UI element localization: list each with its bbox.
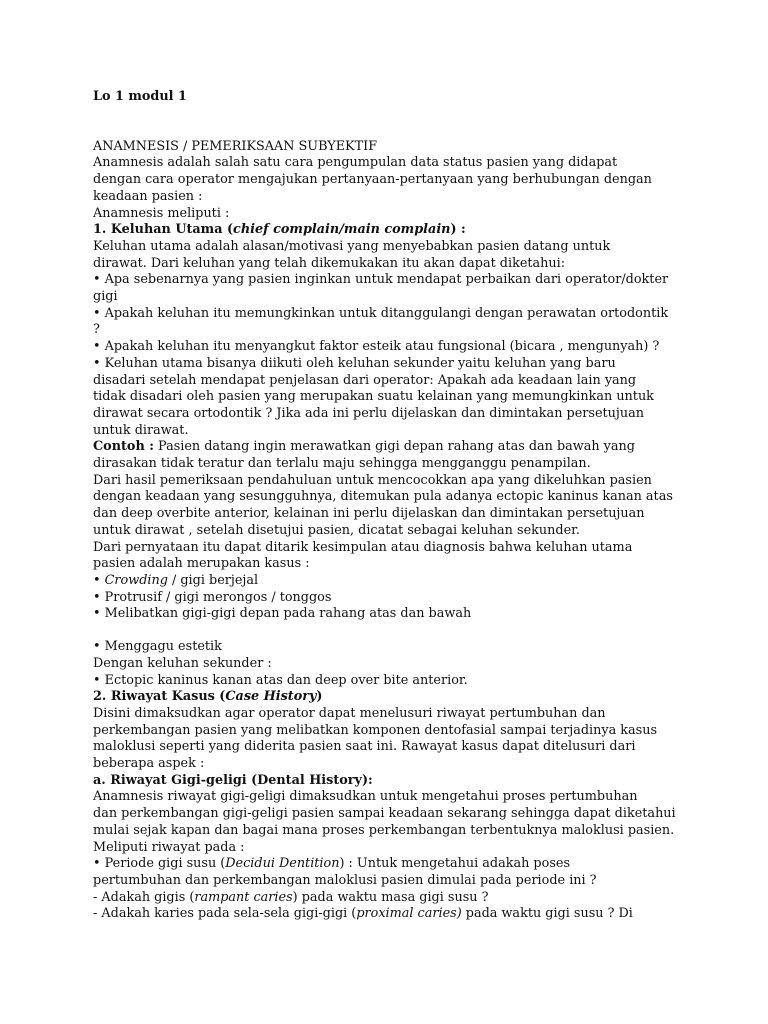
paragraph-line: Anamnesis riwayat gigi-geligi dimaksudkan untuk mengetahui proses pertumbuhan [93,789,638,805]
bullet-line: • Apakah keluhan itu menyangkut faktor esteik atau fungsional (bicara , mengunyah) ? [93,339,660,355]
paragraph-line: dirasakan tidak teratur dan terlalu maju sehingga mengganggu penampilan. [93,456,591,472]
paragraph-line: pertumbuhan dan perkembangan maloklusi pasien dimulai pada periode ini ? [93,872,597,888]
paragraph-line: Meliputi riwayat pada : [93,839,245,855]
paragraph-line: perkembangan pasien yang melibatkan komponen dentofasial sampai terjadinya kasus [93,722,658,738]
paragraph-line: Anamnesis meliputi : [93,205,230,221]
paragraph-line: dirawat. Dari keluhan yang telah dikemukakan itu akan dapat diketahui: [93,255,566,271]
paragraph-line: untuk dirawat. [93,422,189,438]
bullet-line: • Ectopic kaninus kanan atas dan deep over bite anterior. [93,672,468,688]
document-title: Lo 1 modul 1 [93,89,187,104]
bullet-line: • Periode gigi susu (Decidui Dentition) : Untuk mengetahui adakah poses [93,856,571,872]
bullet-line: • Apakah keluhan itu memungkinkan untuk ditanggulangi dengan perawatan ortodontik [93,305,669,321]
paragraph-line: mulai sejak kapan dan bagai mana proses perkembangan terbentuknya maloklusi pasien. [93,822,675,838]
example-line: Contoh : Pasien datang ingin merawatkan gigi depan rahang atas dan bawah yang [93,439,635,455]
example-label: Contoh : [93,439,154,455]
paragraph-line: dengan cara operator mengajukan pertanyaan-pertanyaan yang berhubungan dengan [93,172,652,188]
paragraph-line: Anamnesis adalah salah satu cara pengumpulan data status pasien yang didapat [93,155,618,171]
paragraph-line: keadaan pasien : [93,188,203,204]
bullet-line: • Apa sebenarnya yang pasien inginkan untuk mendapat perbaikan dari operator/dokter [93,272,669,288]
paragraph-line: beberapa aspek : [93,756,205,772]
paragraph-line: maloklusi seperti yang diderita pasien saat ini. Rawayat kasus dapat ditelusuri dari [93,739,636,755]
paragraph-line: tidak disadari oleh pasien yang merupakan suatu kelainan yang memungkinkan untuk [93,389,654,405]
bullet-line: • Protrusif / gigi merongos / tonggos [93,589,332,605]
paragraph-line: Dari hasil pemeriksaan pendahuluan untuk mencocokkan apa yang dikeluhkan pasien [93,472,652,488]
bullet-line: • Keluhan utama bisanya diikuti oleh keluhan sekunder yaitu keluhan yang baru [93,355,616,371]
paragraph-line: dirawat secara ortodontik ? Jika ada ini perlu dijelaskan dan dimintakan persetujuan [93,405,644,421]
question-line: - Adakah karies pada sela-sela gigi-gigi (proximal caries) pada waktu gigi susu ? Di [93,906,633,922]
paragraph-line: disadari setelah mendapat penjelasan dari operator: Apakah ada keadaan lain yang [93,372,637,388]
paragraph-line: Dengan keluhan sekunder : [93,655,272,671]
paragraph-line: dan deep overbite anterior, kelainan ini perlu dijelaskan dan dimintakan persetujuan [93,506,645,522]
section-2-heading: 2. Riwayat Kasus (Case History) [93,689,323,705]
paragraph-line: dengan keadaan yang sesungguhnya, ditemukan pula adanya ectopic kaninus kanan atas [93,489,673,505]
bullet-line: • Menggagu estetik [93,639,222,655]
paragraph-line: Dari pernyataan itu dapat ditarik kesimpulan atau diagnosis bahwa keluhan utama [93,539,633,555]
bullet-line: • Melibatkan gigi-gigi depan pada rahang atas dan bawah [93,606,472,622]
section-heading: ANAMNESIS / PEMERIKSAAN SUBYEKTIF [93,138,378,154]
paragraph-line: Keluhan utama adalah alasan/motivasi yang menyebabkan pasien datang untuk [93,238,611,254]
paragraph-line: ? [93,322,100,338]
document-content [93,89,676,923]
paragraph-line: untuk dirawat , setelah disetujui pasien, dicatat sebagai keluhan sekunder. [93,522,580,538]
paragraph-line: pasien adalah merupakan kasus : [93,556,310,572]
section-1-heading: 1. Keluhan Utama (chief complain/main complain) : [93,222,466,238]
bullet-line: • Crowding / gigi berjejal [93,572,259,588]
section-2a-heading: a. Riwayat Gigi-geligi (Dental History): [93,772,373,788]
paragraph-line: dan perkembangan gigi-geligi pasien sampai keadaan sekarang sehingga dapat diketahui [93,806,676,822]
paragraph-line: Disini dimaksudkan agar operator dapat menelusuri riwayat pertumbuhan dan [93,705,606,721]
paragraph-line: gigi [93,289,118,305]
question-line: - Adakah gigis (rampant caries) pada waktu masa gigi susu ? [93,889,489,905]
